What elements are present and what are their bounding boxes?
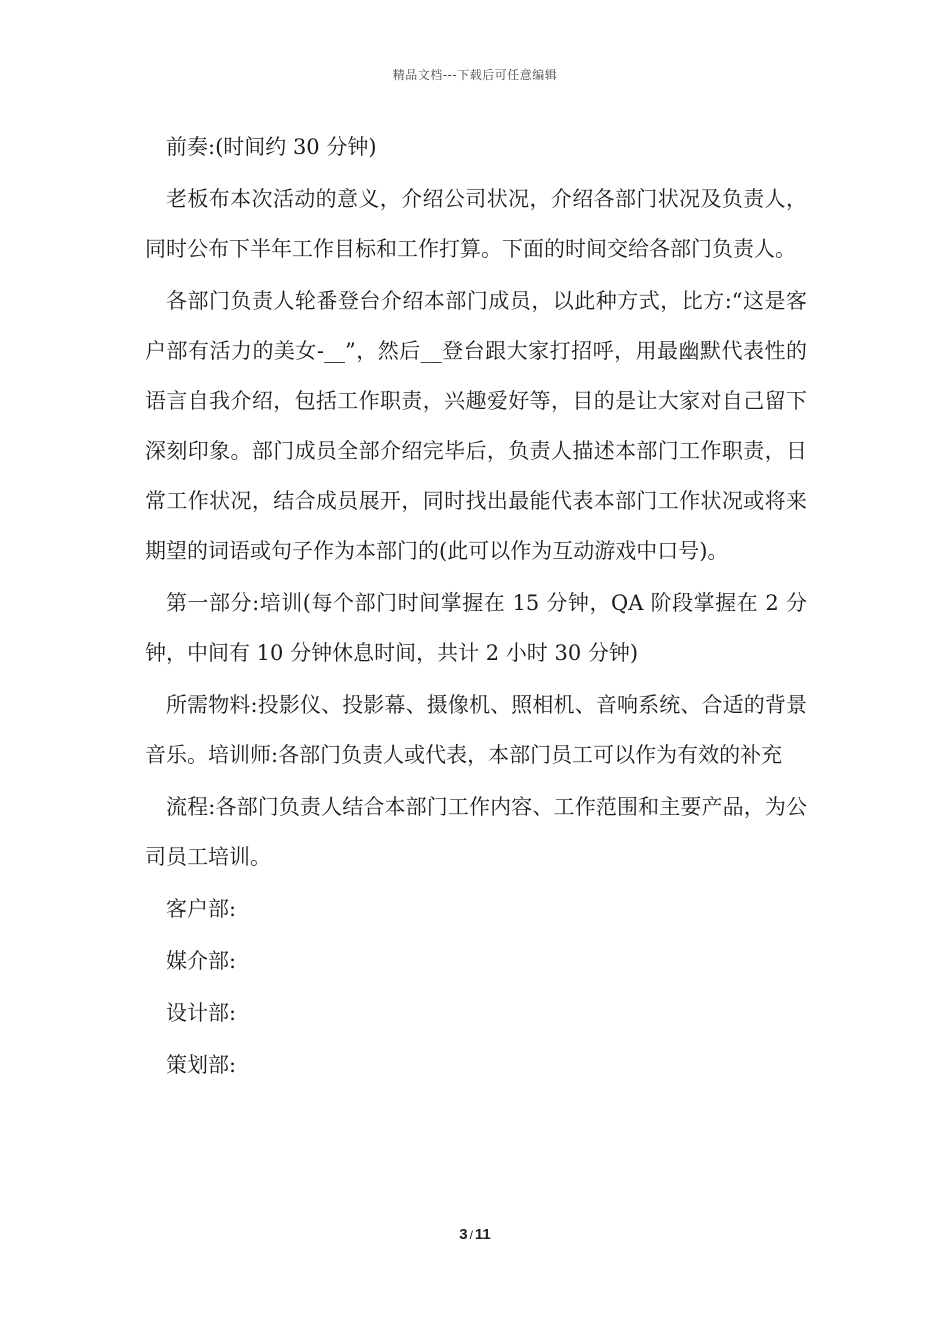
- paragraph-part-one-training: 第一部分:培训(每个部门时间掌握在 15 分钟，QA 阶段掌握在 2 分钟，中间有 10 分钟休息时间，共计 2 小时 30 分钟): [145, 591, 807, 665]
- page-separator: /: [469, 1228, 473, 1242]
- paragraph-department-intro: 各部门负责人轮番登台介绍本部门成员，以此种方式，比方:“这是客户部有活力的美女-__”，然后__登台跟大家打招呼，用最幽默代表性的语言自我介绍，包括工作职责，兴趣爱好等，目的是让大家对自己留下深刻印象。部门成员全部介绍完毕后，负责人描述本部门工作职责，日常工作状况，结合成员展开，同时找出最能代表本部门工作状况或将来期望的词语或句子作为本部门的(此可以作为互动游戏中口号)。: [145, 289, 807, 563]
- document-body: [145, 122, 807, 1092]
- total-pages: 11: [474, 1226, 491, 1243]
- current-page: 3: [459, 1226, 468, 1243]
- paragraph-process: 流程:各部门负责人结合本部门工作内容、工作范围和主要产品，为公司员工培训。: [145, 795, 807, 869]
- paragraph-materials: 所需物料:投影仪、投影幕、摄像机、照相机、音响系统、合适的背景音乐。培训师:各部门负责人或代表，本部门员工可以作为有效的补充: [145, 693, 807, 767]
- paragraph-client-dept: 客户部:: [166, 897, 237, 921]
- paragraph-design-dept: 设计部:: [166, 1001, 237, 1025]
- paragraph-boss-intro: 老板布本次活动的意义，介绍公司状况，介绍各部门状况及负责人，同时公布下半年工作目标和工作打算。下面的时间交给各部门负责人。: [145, 187, 807, 261]
- paragraph-prelude: 前奏:(时间约 30 分钟): [166, 135, 377, 159]
- paragraph-media-dept: 媒介部:: [166, 949, 237, 973]
- paragraph-planning-dept: 策划部:: [166, 1053, 237, 1077]
- page-number: [0, 1226, 950, 1243]
- page-header: 精品文档---下载后可任意编辑: [392, 68, 558, 82]
